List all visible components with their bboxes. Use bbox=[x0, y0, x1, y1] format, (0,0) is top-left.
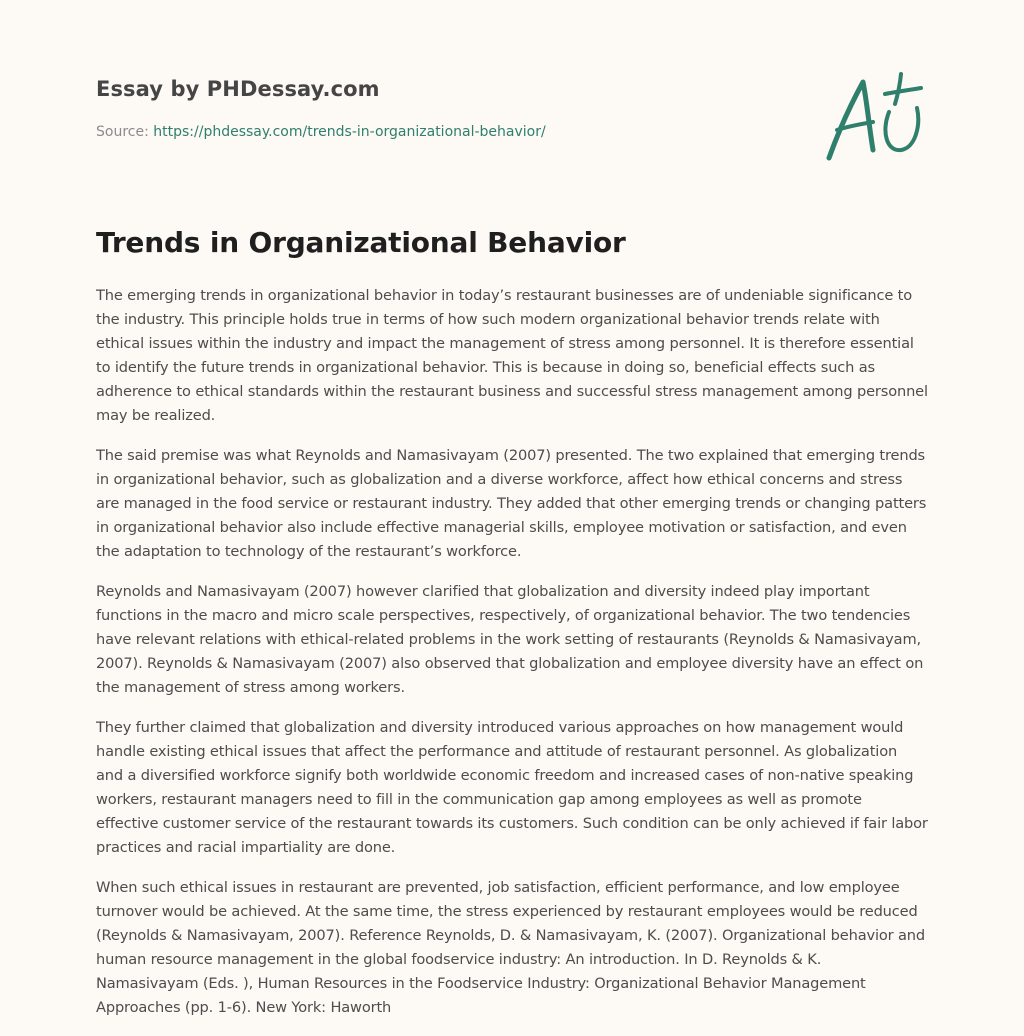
a-plus-logo-icon bbox=[823, 68, 927, 164]
paragraph: They further claimed that globalization and diversity introduced various approaches on how management would handle existing ethical issues that affect the performance and attitude of restaurant personnel. As globalization and a diversified workforce signify both worldwide economic freedom and increased cases of non-native speaking workers, restaurant managers need to fill in the communication gap among employees as well as promote effective customer service of the restaurant towards its customers. Such condition can be only achieved if fair labor practices and racial impartiality are done. bbox=[96, 719, 928, 856]
paragraph: The emerging trends in organizational behavior in today’s restaurant businesses are of undeniable significance to the industry. This principle holds true in terms of how such modern organizational behavior trends relate with ethical issues within the industry and impact the management of stress among personnel. It is therefore essential to identify the future trends in organizational behavior. This is because in doing so, beneficial effects such as adherence to ethical standards within the restaurant business and successful stress management among personnel may be realized. bbox=[96, 287, 928, 424]
paragraph: When such ethical issues in restaurant are prevented, job satisfaction, efficient performance, and low employee turnover would be achieved. At the same time, the stress experienced by restaurant employees would be reduced (Reynolds & Namasivayam, 2007). Reference Reynolds, D. & Namasivayam, K. (2007). Organizational behavior and human resource management in the global foodservice industry: An introduction. In D. Reynolds & K. Namasivayam (Eds. ), Human Resources in the Foodservice Industry: Organizational Behavior Management Approaches (pp. 1-6). New York: Haworth bbox=[96, 879, 925, 1016]
source-label: Source: bbox=[96, 124, 149, 140]
source-line bbox=[96, 124, 546, 140]
paragraph: Reynolds and Namasivayam (2007) however clarified that globalization and diversity indeed play important functions in the macro and micro scale perspectives, respectively, of organizational behavior. The two tendencies have relevant relations with ethical-related problems in the work setting of restaurants (Reynolds & Namasivayam, 2007). Reynolds & Namasivayam (2007) also observed that globalization and employee diversity have an effect on the management of stress among workers. bbox=[96, 583, 924, 696]
source-link[interactable]: https://phdessay.com/trends-in-organizational-behavior/ bbox=[153, 124, 546, 140]
site-brand: Essay by PHDessay.com bbox=[96, 77, 380, 101]
paragraph: The said premise was what Reynolds and Namasivayam (2007) presented. The two explained that emerging trends in organizational behavior, such as globalization and a diverse workforce, affect how ethical concerns and stress are managed in the food service or restaurant industry. They added that other emerging trends or changing patters in organizational behavior also include effective managerial skills, employee motivation or satisfaction, and even the adaptation to technology of the restaurant’s workforce. bbox=[96, 447, 927, 560]
essay-title: Trends in Organizational Behavior bbox=[96, 226, 626, 259]
essay-body bbox=[96, 284, 928, 1036]
